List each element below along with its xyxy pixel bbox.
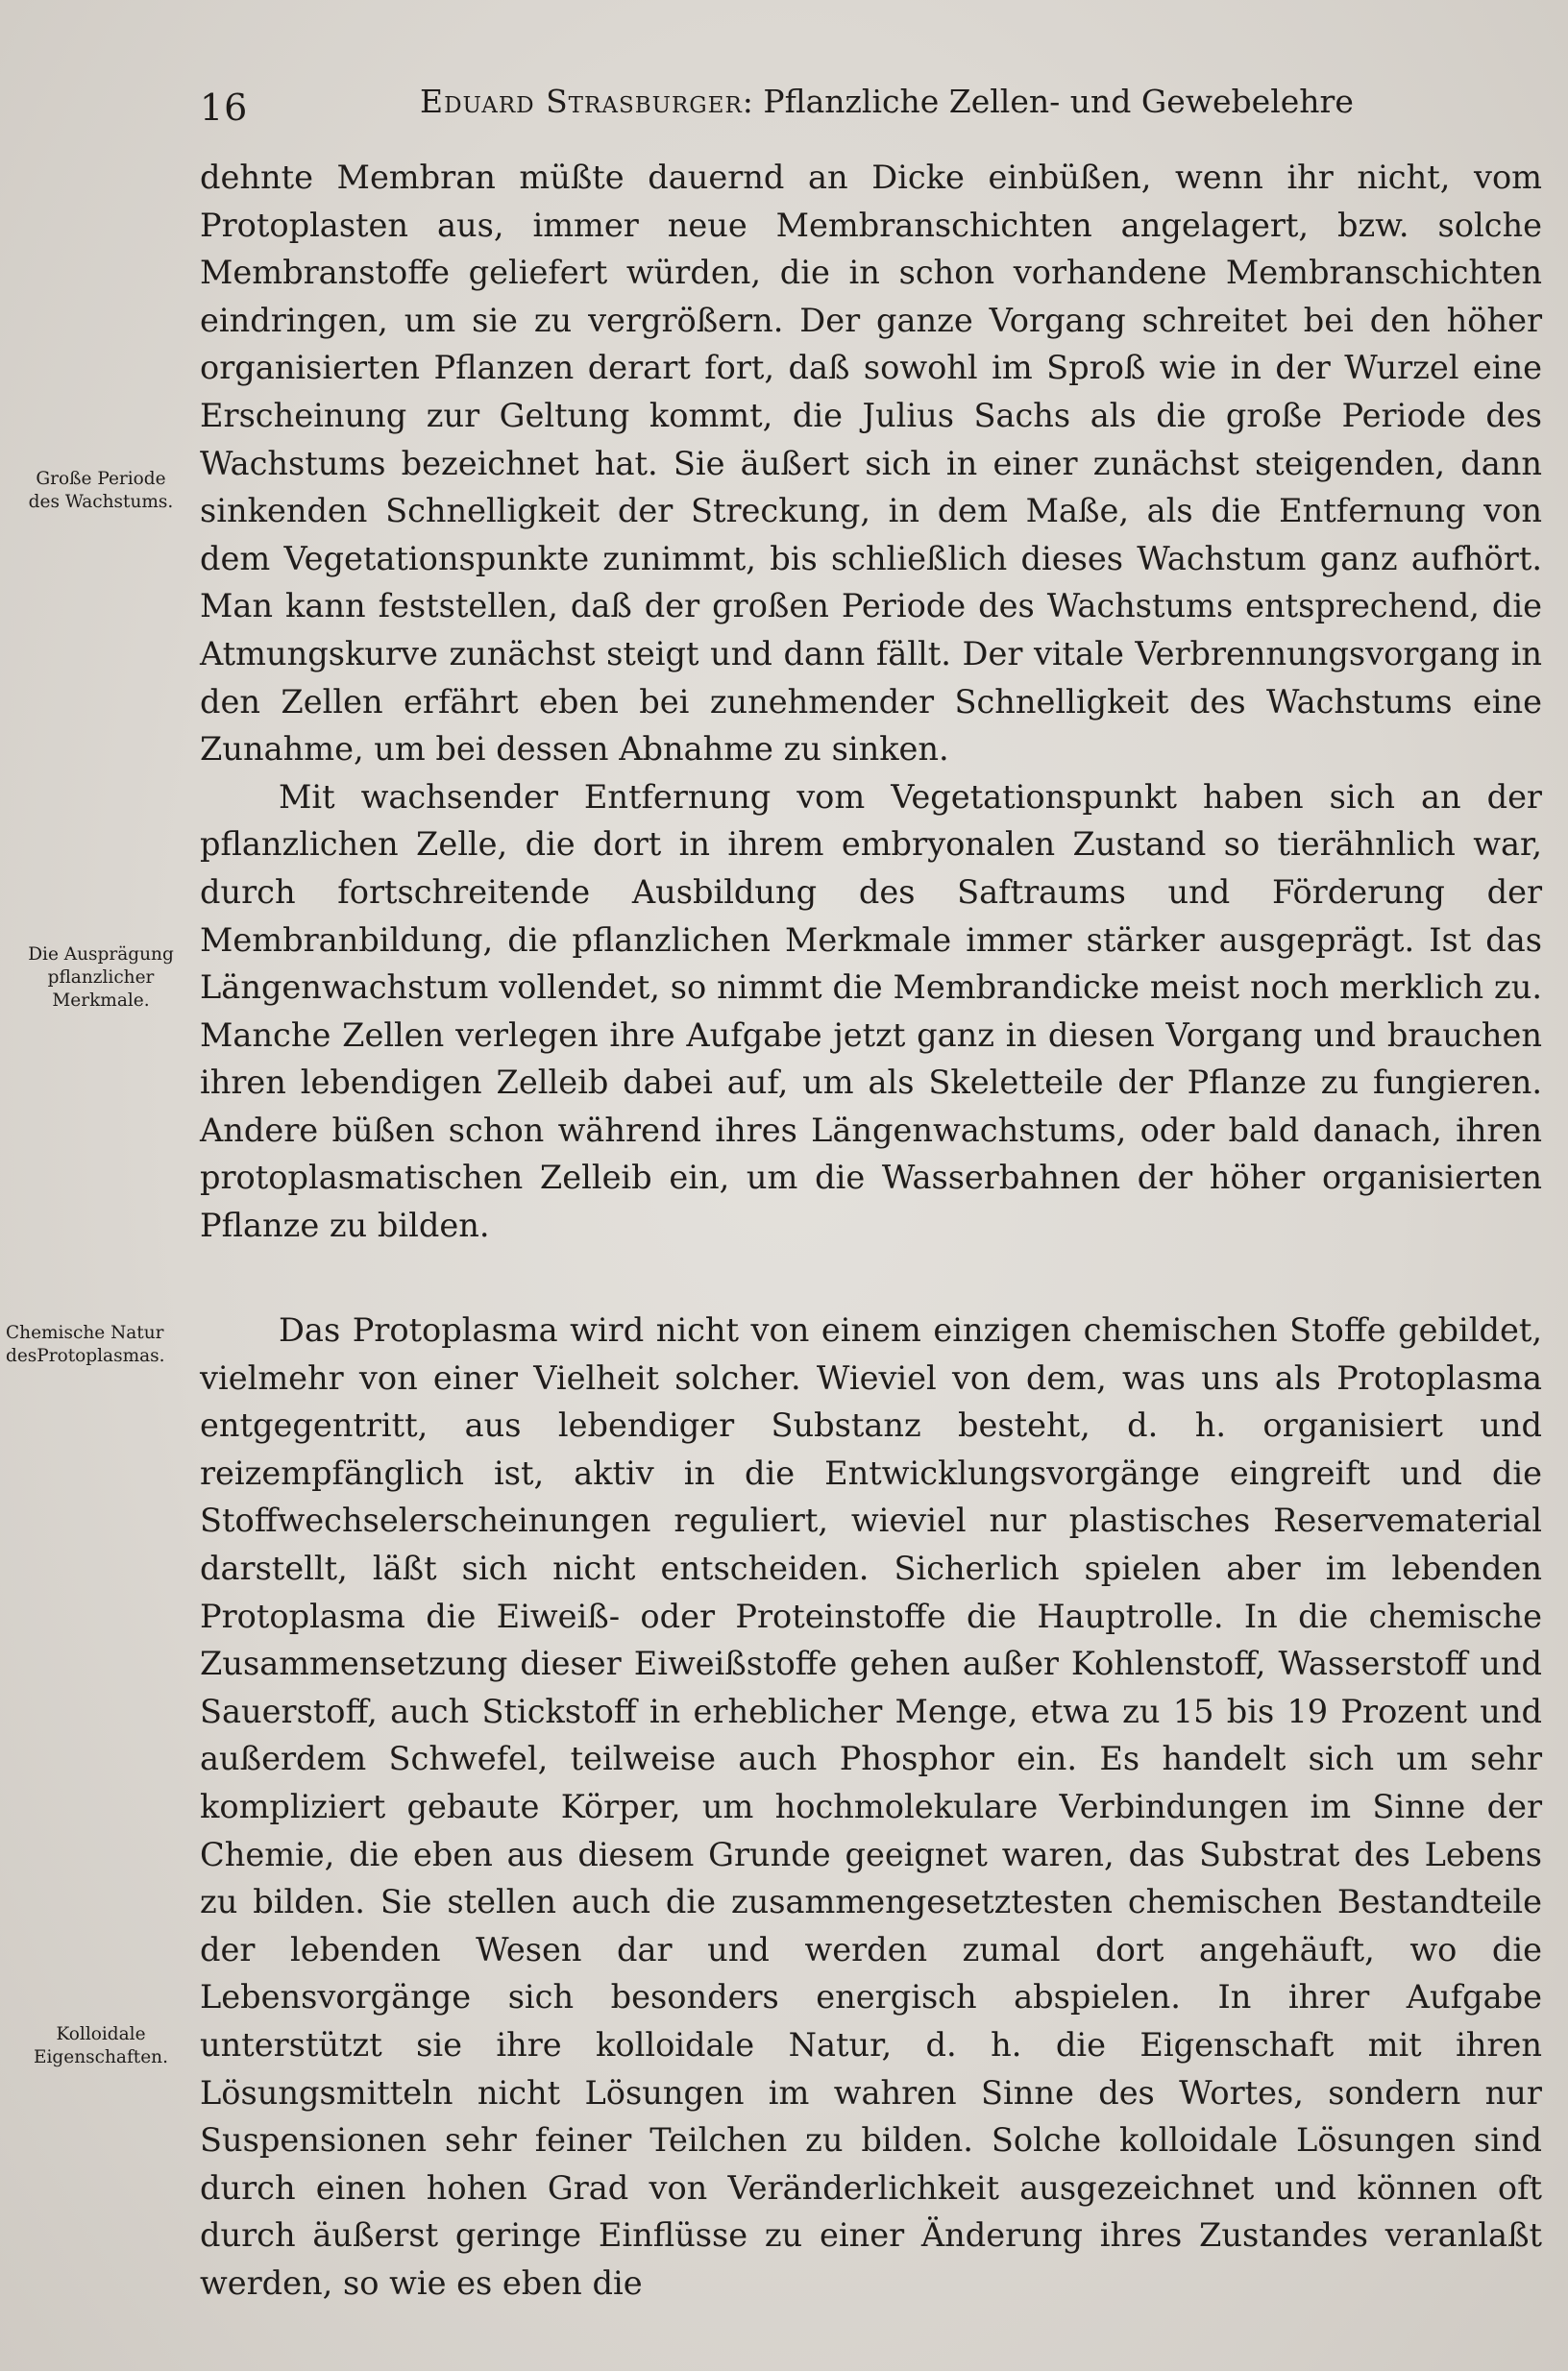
sidenote-line: Eigenschaften.	[34, 2047, 168, 2067]
sidenote-line: Kolloidale	[56, 2024, 146, 2044]
sidenote-line: des Wachstums.	[28, 492, 174, 512]
running-head-title: : Pflanzliche Zellen- und Gewebelehre	[742, 83, 1354, 120]
sidenote-line: Große Periode	[36, 469, 166, 489]
paragraph-protoplasma: Das Protoplasma wird nicht von einem einzigen chemischen Stoffe gebildet, vielmehr von einer Vielheit solcher. Wieviel von dem, was uns als Protoplasma entgegentritt, aus lebendiger Substanz besteht, d. h. organisiert und reizempfänglich ist, aktiv in die Entwicklungsvorgänge eingreift und die Stoffwechselerscheinungen reguliert, wieviel nur plastisches Reservematerial darstellt, läßt sich nicht entscheiden. Sicherlich spielen aber im lebenden Protoplasma die Eiweiß- oder Proteinstoffe die Hauptrolle. In die chemische Zusammensetzung dieser Eiweißstoffe gehen außer Kohlenstoff, Wasserstoff und Sauerstoff, auch Stickstoff in erheblicher Menge, etwa zu 15 bis 19 Prozent und außerdem Schwefel, teilweise auch Phosphor ein. Es handelt sich um sehr kompliziert gebaute Körper, um hochmolekulare Verbindungen im Sinne der Chemie, die eben aus diesem Grunde geeignet waren, das Substrat des Lebens zu bilden. Sie stellen auch die zusammengesetztesten chemischen Bestandteile der lebenden Wesen dar und werden zumal dort angehäuft, wo die Lebensvorgänge sich besonders energisch abspielen. In ihrer Aufgabe unterstützt sie ihre kolloidale Natur, d. h. die Eigenschaft mit ihren Lösungsmitteln nicht Lösungen im wahren Sinne des Wortes, sondern nur Suspensionen sehr feiner Teilchen zu bilden. Solche kolloidale Lösungen sind durch einen hohen Grad von Veränderlichkeit ausgezeichnet und können oft durch äußerst geringe Einflüsse zu einer Änderung ihres Zustandes veranlaßt werden, so wie es eben die	[200, 1311, 1542, 2302]
running-head-author: Eduard Strasburger	[420, 83, 743, 120]
running-head	[420, 83, 1354, 120]
sidenote-line: desProtoplasmas.	[6, 1346, 165, 1366]
sidenote-chemische-natur	[6, 1322, 196, 1368]
paragraph-continued: dehnte Membran müßte dauernd an Dicke einbüßen, wenn ihr nicht, vom Protoplasten aus, immer neue Membranschichten angelagert, bzw. solche Membranstoffe geliefert würden, die in schon vorhandene Membranschichten eindringen, um sie zu vergrößern. Der ganze Vorgang schreitet bei den höher organisierten Pflanzen derart fort, daß sowohl im Sproß wie in der Wurzel eine Erscheinung zur Geltung kommt, die Julius Sachs als die große Periode des Wachstums bezeichnet hat. Sie äußert sich in einer zunächst steigenden, dann sinkenden Schnelligkeit der Streckung, in dem Maße, als die Entfernung von dem Vegetationspunkte zunimmt, bis schließlich dieses Wachstum ganz aufhört. Man kann feststellen, daß der großen Periode des Wachstums entsprechend, die Atmungskurve zunächst steigt und dann fällt. Der vitale Verbrennungsvorgang in den Zellen erfährt eben bei zunehmender Schnelligkeit des Wachstums eine Zunahme, um bei dessen Abnahme zu sinken.	[200, 159, 1542, 769]
sidenote-grosse-periode	[6, 468, 196, 514]
sidenote-line: Merkmale.	[52, 990, 150, 1011]
sidenote-kolloidale-eigenschaften	[6, 2023, 196, 2069]
sidenote-line: Die Ausprägung	[28, 944, 174, 965]
body-text-upper	[200, 154, 1542, 1250]
paragraph-merkmale: Mit wachsender Entfernung vom Vegetationspunkt haben sich an der pflanzlichen Zelle, die dort in ihrem embryonalen Zustand so tierähnlich war, durch fortschreitende Ausbildung des Saftraums und Förderung der Membranbildung, die pflanzlichen Merkmale immer stärker ausgeprägt. Ist das Längenwachstum vollendet, so nimmt die Membrandicke meist noch merklich zu. Manche Zellen verlegen ihre Aufgabe jetzt ganz in diesen Vorgang und brauchen ihren lebendigen Zelleib dabei auf, um als Skeletteile der Pflanze zu fungieren. Andere büßen schon während ihres Längenwachstums, oder bald danach, ihren protoplasmatischen Zelleib ein, um die Wasserbahnen der höher organisierten Pflanze zu bilden.	[200, 777, 1542, 1245]
sidenote-auspraegung	[6, 943, 196, 1013]
page-number: 16	[200, 86, 249, 129]
body-text-lower	[200, 1307, 1542, 2307]
sidenote-line: Chemische Natur	[6, 1323, 164, 1343]
sidenote-line: pflanzlicher	[47, 967, 155, 988]
